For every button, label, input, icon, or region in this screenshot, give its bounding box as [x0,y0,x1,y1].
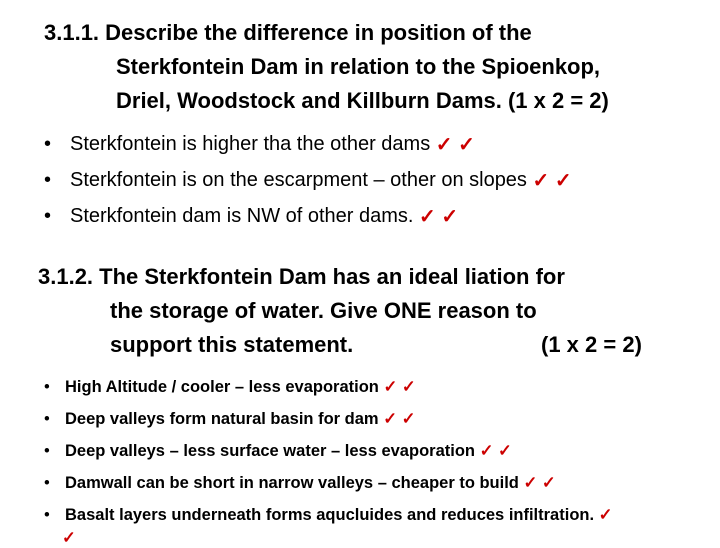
answer-text: Sterkfontein is higher tha the other dams [70,133,431,155]
answer-item [44,132,475,157]
question-title-line-2: the storage of water. Give ONE reason to [110,298,537,323]
answer-item [44,505,612,525]
overflow-tick [62,528,76,548]
tick-icon: ✓ ✓ [523,474,556,492]
bullet-icon: • [44,473,50,492]
question-title-line-2: Sterkfontein Dam in relation to the Spioenkop, [116,54,601,79]
bullet-icon: • [44,169,52,191]
bullet-icon: • [44,377,50,396]
answer-item [44,409,415,429]
tick-icon: ✓ ✓ [383,378,416,396]
answer-item [44,377,416,397]
answer-item [44,441,512,461]
tick-icon: ✓ ✓ [479,442,512,460]
answer-text: Basalt layers underneath forms aqucluides and reduces infiltration. [65,505,595,524]
tick-icon: ✓ ✓ [383,410,416,428]
answer-item [44,473,556,493]
bullet-icon: • [44,205,52,227]
answer-text: Sterkfontein is on the escarpment – other on slopes [70,169,527,191]
bullet-icon: • [44,441,50,460]
answer-item [44,168,572,193]
tick-icon: ✓ ✓ [532,170,572,192]
bullet-icon: • [44,133,52,155]
answer-text: Deep valleys form natural basin for dam [65,409,379,428]
marks-allocation: (1 x 2 = 2) [541,332,642,357]
question-title-line-3: support this statement. [110,332,354,357]
question-title-line-1: 3.1.1. Describe the difference in position of the [44,20,532,45]
tick-icon: ✓ ✓ [419,206,459,228]
tick-icon: ✓ [62,529,76,547]
answer-text: Deep valleys – less surface water – less evaporation [65,441,475,460]
tick-icon: ✓ [598,506,613,524]
answer-text: Sterkfontein dam is NW of other dams. [70,205,414,227]
bullet-icon: • [44,505,50,524]
answer-text: Damwall can be short in narrow valleys – cheaper to build [65,473,519,492]
answer-text: High Altitude / cooler – less evaporation [65,377,379,396]
question-title-line-1: 3.1.2. The Sterkfontein Dam has an ideal liation for [38,264,565,289]
tick-icon: ✓ ✓ [435,134,475,156]
question-title-line-3: Driel, Woodstock and Killburn Dams. (1 x 2 = 2) [116,88,609,113]
answer-item [44,204,458,229]
bullet-icon: • [44,409,50,428]
